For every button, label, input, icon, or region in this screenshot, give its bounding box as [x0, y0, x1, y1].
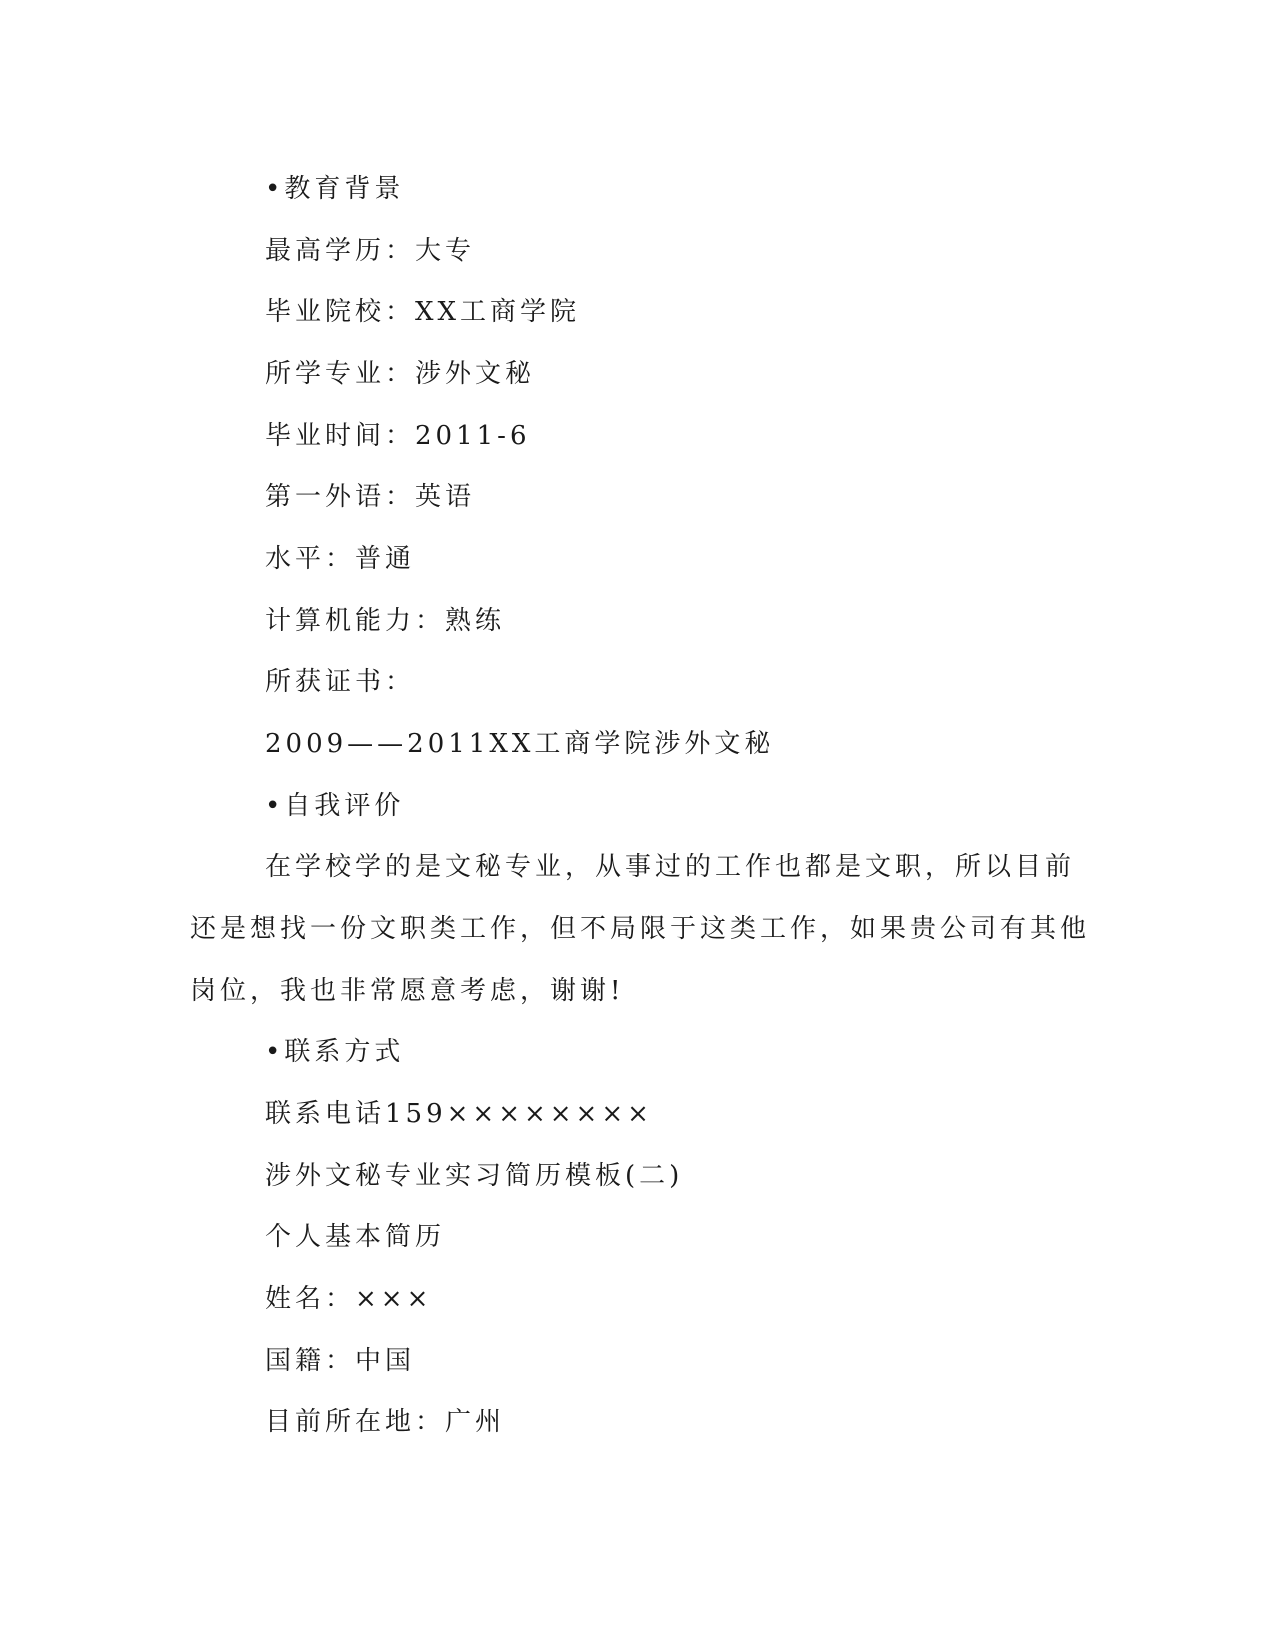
- text-line-template-title: 涉外文秘专业实习简历模板(二): [265, 1161, 684, 1191]
- text-line-foreign-language: 第一外语：英语: [265, 482, 476, 512]
- text-line-certificate-entry: 2009——2011XX工商学院涉外文秘: [265, 729, 775, 759]
- text-line-location: 目前所在地：广州: [265, 1407, 506, 1437]
- text-line-phone: 联系电话159××××××××: [265, 1099, 653, 1129]
- text-line-computer-skill: 计算机能力：熟练: [265, 606, 506, 636]
- text-line-graduation-time: 毕业时间：2011-6: [265, 421, 531, 451]
- text-line-certificates: 所获证书：: [265, 667, 416, 697]
- text-line-level: 水平：普通: [265, 544, 416, 574]
- text-line-major: 所学专业：涉外文秘: [265, 359, 536, 389]
- section-heading-education: •教育背景: [265, 174, 405, 204]
- text-line-highest-degree: 最高学历：大专: [265, 236, 476, 266]
- text-line-nationality: 国籍：中国: [265, 1346, 416, 1376]
- self-evaluation-paragraph: 在学校学的是文秘专业，从事过的工作也都是文职，所以目前还是想找一份文职类工作，但不局限于这类工作，如果贵公司有其他岗位，我也非常愿意考虑，谢谢!: [190, 852, 1091, 1006]
- text-line-name: 姓名：×××: [265, 1284, 433, 1314]
- section-heading-contact: •联系方式: [265, 1037, 405, 1067]
- text-line-basic-resume: 个人基本简历: [265, 1222, 446, 1252]
- section-heading-self-evaluation: •自我评价: [265, 791, 405, 821]
- text-line-school: 毕业院校：XX工商学院: [265, 297, 581, 327]
